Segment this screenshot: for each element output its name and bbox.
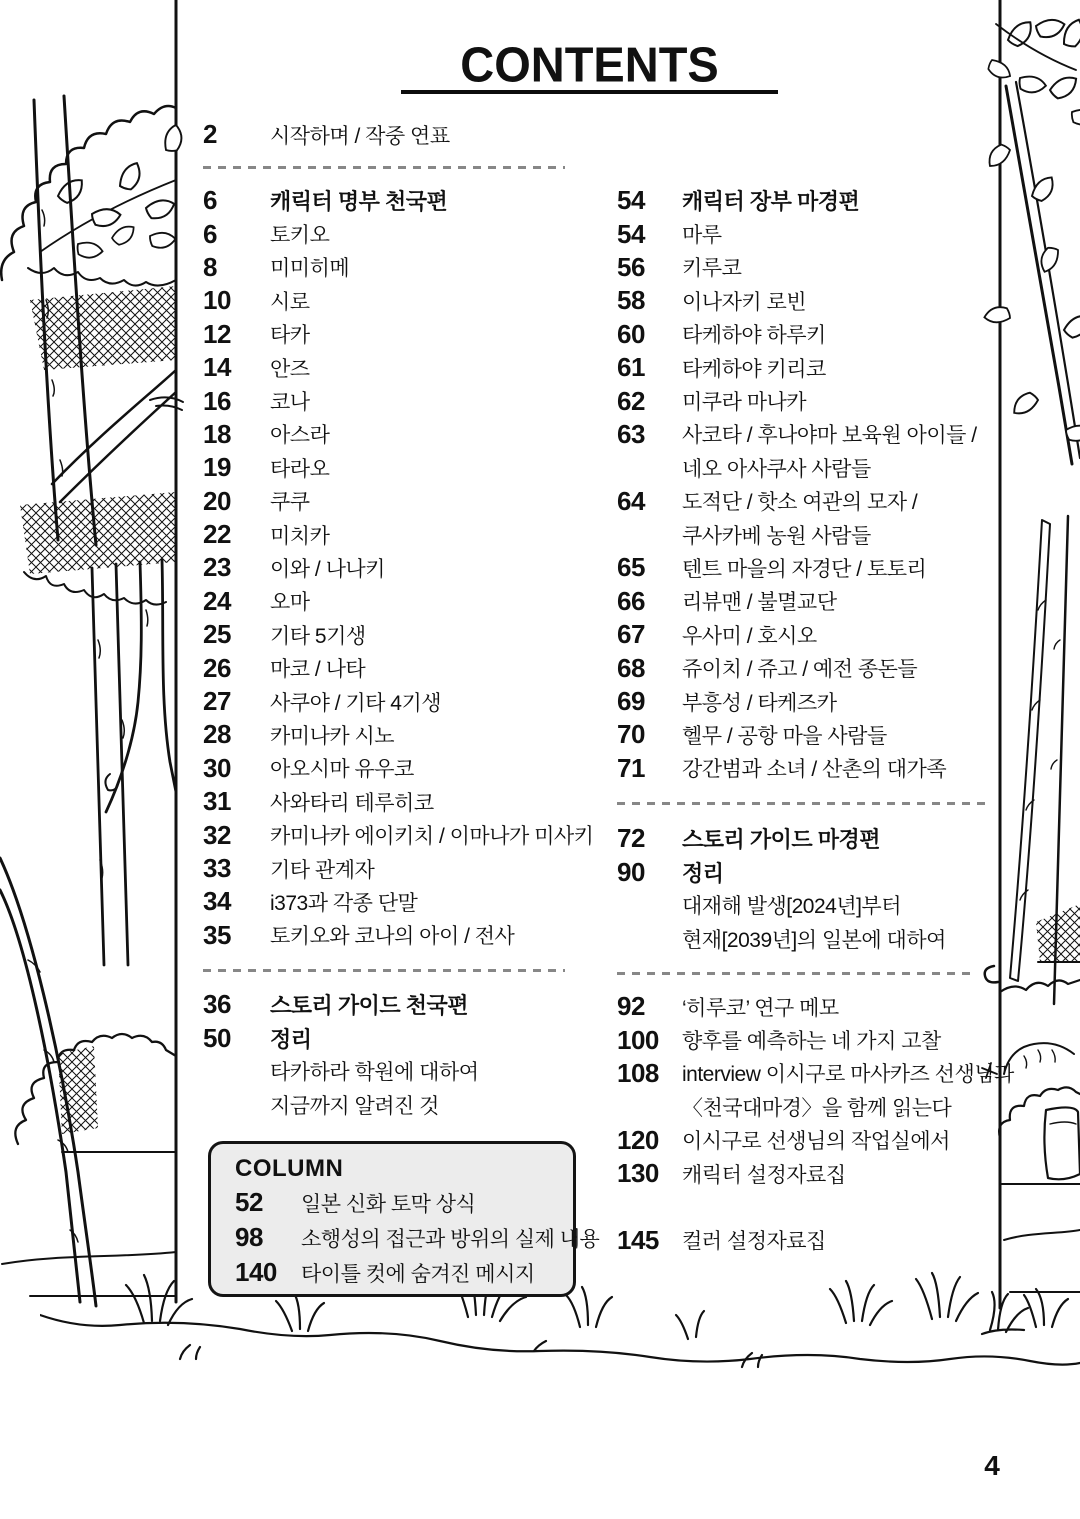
toc-page-number: 71 xyxy=(617,752,645,783)
toc-page-number: 92 xyxy=(617,991,645,1022)
toc-entry-subline: 쿠사카베 농원 사람들 xyxy=(682,524,871,548)
toc-page-number: 60 xyxy=(617,318,645,349)
toc-entry xyxy=(617,384,991,417)
toc-entry-continuation xyxy=(617,518,991,551)
toc-entry xyxy=(617,284,991,317)
toc-section-heading: 정리 xyxy=(682,860,724,886)
toc-entry xyxy=(617,718,991,751)
toc-entry xyxy=(203,418,595,451)
dashed-divider xyxy=(617,972,977,975)
toc-page-number: 72 xyxy=(617,823,645,854)
toc-entry-label: 타라오 xyxy=(270,457,330,481)
toc-entry xyxy=(203,718,595,751)
toc-left-column-characters-heaven xyxy=(203,184,595,952)
toc-page-number: 10 xyxy=(203,285,231,316)
toc-entry xyxy=(617,1124,991,1157)
toc-page-number: 19 xyxy=(203,452,231,483)
dashed-divider xyxy=(203,166,565,169)
toc-entry-continuation xyxy=(617,922,991,955)
toc-entry xyxy=(617,752,991,785)
toc-entry xyxy=(617,990,991,1023)
toc-left-column-story-guide-heaven xyxy=(203,988,595,1122)
toc-page-number: 145 xyxy=(617,1224,659,1255)
toc-entry-label: 토키오와 코나의 아이 / 전사 xyxy=(270,925,515,949)
toc-page-number: 32 xyxy=(203,819,231,850)
toc-entry xyxy=(617,184,991,217)
toc-entry-label: 안즈 xyxy=(270,357,310,381)
toc-page-number: 58 xyxy=(617,285,645,316)
toc-entry xyxy=(617,318,991,351)
toc-entry-label: 타케하야 키리코 xyxy=(682,357,826,381)
toc-section-heading: 스토리 가이드 마경편 xyxy=(682,827,880,853)
toc-page-number: 63 xyxy=(617,418,645,449)
toc-page-number: 8 xyxy=(203,251,217,282)
toc-entry xyxy=(203,752,595,785)
toc-entry xyxy=(617,251,991,284)
toc-entry xyxy=(203,885,595,918)
toc-page-number: 67 xyxy=(617,619,645,650)
toc-entry-continuation xyxy=(617,889,991,922)
toc-entry-label: 타카 xyxy=(270,324,310,348)
toc-intro xyxy=(203,118,593,151)
toc-page-number: 130 xyxy=(617,1158,659,1189)
toc-entry-label: 컬러 설정자료집 xyxy=(682,1230,826,1254)
toc-page-number: 56 xyxy=(617,251,645,282)
toc-entry-label: 아오시마 유우코 xyxy=(270,758,414,782)
toc-page-number: 22 xyxy=(203,519,231,550)
toc-entry-label: 부흥성 / 타케즈카 xyxy=(682,691,837,715)
toc-page-number: 18 xyxy=(203,418,231,449)
toc-entry-label: 사쿠야 / 기타 4기생 xyxy=(270,691,442,715)
toc-page-number: 30 xyxy=(203,752,231,783)
toc-page-number: 52 xyxy=(235,1187,263,1217)
toc-entry xyxy=(203,852,595,885)
toc-section-heading: 스토리 가이드 천국편 xyxy=(270,993,468,1019)
toc-page-number: 62 xyxy=(617,385,645,416)
dashed-divider xyxy=(617,802,985,805)
toc-entry xyxy=(203,988,595,1021)
toc-gap xyxy=(617,1190,991,1223)
column-box-title: COLUMN xyxy=(235,1155,344,1182)
toc-entry-label: 향후를 예측하는 네 가지 고찰 xyxy=(682,1030,941,1054)
toc-entry-subline: 타카하라 학원에 대하여 xyxy=(270,1061,479,1085)
toc-page-number: 108 xyxy=(617,1057,659,1088)
toc-page-number: 68 xyxy=(617,652,645,683)
toc-entry-label: 이시구로 선생님의 작업실에서 xyxy=(682,1130,950,1154)
toc-entry xyxy=(617,551,991,584)
toc-page-number: 54 xyxy=(617,185,645,216)
toc-entry-label: 타이틀 컷에 숨겨진 메시지 xyxy=(301,1262,535,1286)
toc-entry-label: 아스라 xyxy=(270,424,330,448)
toc-entry-label: i373과 각종 단말 xyxy=(270,891,418,915)
toc-page-number: 20 xyxy=(203,485,231,516)
toc-entry-label: 코나 xyxy=(270,391,310,415)
toc-page-number: 36 xyxy=(203,989,231,1020)
toc-entry-subline: 현재[2039년]의 일본에 대하여 xyxy=(682,928,946,952)
toc-page-number: 25 xyxy=(203,619,231,650)
toc-page-number: 61 xyxy=(617,352,645,383)
toc-page-number: 27 xyxy=(203,686,231,717)
toc-page-number: 34 xyxy=(203,886,231,917)
toc-entry xyxy=(617,217,991,250)
toc-entry xyxy=(617,618,991,651)
toc-entry xyxy=(203,251,595,284)
toc-entry xyxy=(203,351,595,384)
toc-entry-label: interview 이시구로 마사카즈 선생님과 xyxy=(682,1063,1014,1087)
toc-entry xyxy=(203,184,595,217)
toc-page-number: 35 xyxy=(203,919,231,950)
toc-page-number: 54 xyxy=(617,218,645,249)
column-box xyxy=(208,1141,600,1297)
toc-entry xyxy=(203,919,595,952)
toc-entry-label: 도적단 / 핫소 여관의 모자 / xyxy=(682,491,918,515)
toc-right-column-extras xyxy=(617,990,1014,1257)
toc-entry xyxy=(617,1157,991,1190)
toc-entry-subline: 지금까지 알려진 것 xyxy=(270,1094,439,1118)
toc-page-number: 90 xyxy=(617,856,645,887)
toc-entry-label: 이와 / 나나키 xyxy=(270,557,385,581)
toc-entry-label: 기타 관계자 xyxy=(270,858,375,882)
toc-entry-label: 미쿠라 마나카 xyxy=(682,391,807,415)
toc-entry xyxy=(203,384,595,417)
toc-entry-label: 미미히메 xyxy=(270,257,350,281)
toc-page-number: 66 xyxy=(617,585,645,616)
toc-entry-continuation xyxy=(203,1088,595,1121)
toc-page-number: 16 xyxy=(203,385,231,416)
contents-title-block xyxy=(401,36,778,94)
page-title: CONTENTS xyxy=(460,36,719,93)
toc-page-number: 64 xyxy=(617,485,645,516)
toc-entry-label: 키루코 xyxy=(682,257,742,281)
toc-page-number: 31 xyxy=(203,786,231,817)
toc-entry xyxy=(617,585,991,618)
toc-entry xyxy=(203,318,595,351)
toc-entry xyxy=(203,685,595,718)
toc-entry xyxy=(617,418,991,451)
toc-entry xyxy=(235,1185,573,1220)
toc-entry xyxy=(617,685,991,718)
toc-entry xyxy=(203,551,595,584)
toc-entry-label: 타케하야 하루키 xyxy=(682,324,826,348)
toc-entry-label: 토키오 xyxy=(270,224,330,248)
toc-entry xyxy=(203,785,595,818)
toc-entry-label: 마루 xyxy=(682,224,722,248)
toc-entry-label: 소행성의 접근과 방위의 실제 내용 xyxy=(301,1227,600,1251)
toc-entry xyxy=(617,1023,991,1056)
toc-page-number: 69 xyxy=(617,686,645,717)
toc-entry xyxy=(617,651,991,684)
toc-page-number: 23 xyxy=(203,552,231,583)
toc-entry-label: 우사미 / 호시오 xyxy=(682,624,817,648)
toc-entry xyxy=(235,1220,600,1255)
toc-entry-label: 캐릭터 설정자료집 xyxy=(682,1163,846,1187)
toc-entry xyxy=(203,818,595,851)
toc-entry-continuation xyxy=(203,1055,595,1088)
toc-right-column-characters-hell xyxy=(617,184,991,785)
toc-page-number: 140 xyxy=(235,1257,277,1287)
toc-entry xyxy=(203,1021,595,1054)
toc-page-number: 2 xyxy=(203,119,217,150)
toc-entry-label: 카미나카 에이키치 / 이마나가 미사키 xyxy=(270,825,594,849)
toc-entry-label: 카미나카 시노 xyxy=(270,724,395,748)
toc-entry xyxy=(203,485,595,518)
toc-entry-label: 시로 xyxy=(270,290,310,314)
toc-entry-subline: 네오 아사쿠사 사람들 xyxy=(682,457,871,481)
toc-entry-label: 사와타리 테루히코 xyxy=(270,791,434,815)
toc-entry xyxy=(203,651,595,684)
toc-page-number: 26 xyxy=(203,652,231,683)
toc-page-number: 24 xyxy=(203,585,231,616)
toc-entry-label: 쿠쿠 xyxy=(270,491,310,515)
toc-entry xyxy=(203,585,595,618)
toc-entry-continuation xyxy=(617,1090,991,1123)
toc-entry-continuation xyxy=(617,451,991,484)
toc-entry-label: 미치카 xyxy=(270,524,330,548)
toc-entry-label: 쥬이치 / 쥬고 / 예전 종돈들 xyxy=(682,658,918,682)
toc-entry-label: 이나자키 로빈 xyxy=(682,290,807,314)
toc-page-number: 6 xyxy=(203,185,217,216)
toc-entry-label: 텐트 마을의 자경단 / 토토리 xyxy=(682,557,927,581)
toc-entry-subline: 대재해 발생[2024년]부터 xyxy=(682,895,902,919)
toc-entry xyxy=(203,118,593,151)
toc-section-heading: 정리 xyxy=(270,1026,312,1052)
toc-right-column-story-guide-hell xyxy=(617,822,991,956)
toc-entry xyxy=(235,1255,573,1290)
toc-entry xyxy=(617,1223,991,1256)
toc-page-number: 28 xyxy=(203,719,231,750)
toc-page-number: 98 xyxy=(235,1222,263,1252)
toc-entry xyxy=(617,485,991,518)
toc-page-number: 65 xyxy=(617,552,645,583)
toc-entry xyxy=(617,1057,1014,1090)
toc-page-number: 14 xyxy=(203,352,231,383)
toc-entry-label: ‘히루코’ 연구 메모 xyxy=(682,996,839,1020)
toc-entry-label: 리뷰맨 / 불멸교단 xyxy=(682,591,837,615)
toc-entry xyxy=(617,822,991,855)
toc-entry xyxy=(203,518,595,551)
toc-entry xyxy=(617,351,991,384)
toc-section-heading: 캐릭터 명부 천국편 xyxy=(270,189,448,215)
toc-entry-label: 마코 / 나타 xyxy=(270,658,366,682)
toc-entry-label: 사코타 / 후나야마 보육원 아이들 / xyxy=(682,424,977,448)
toc-entry-label: 오마 xyxy=(270,591,310,615)
toc-page-number: 33 xyxy=(203,853,231,883)
toc-entry-label: 강간범과 소녀 / 산촌의 대가족 xyxy=(682,758,947,782)
toc-section-heading: 캐릭터 장부 마경편 xyxy=(682,189,860,215)
toc-entry xyxy=(617,855,991,888)
toc-entry-label: 일본 신화 토막 상식 xyxy=(301,1192,476,1216)
toc-entry-label: 헬무 / 공항 마을 사람들 xyxy=(682,724,887,748)
toc-entry xyxy=(203,451,595,484)
folio-page-number: 4 xyxy=(984,1450,1000,1481)
toc-page-number: 6 xyxy=(203,218,217,249)
dashed-divider xyxy=(203,969,565,972)
toc-entry-subline: 〈천국대마경〉을 함께 읽는다 xyxy=(682,1096,952,1120)
toc-entry xyxy=(203,284,595,317)
toc-page-number: 12 xyxy=(203,318,231,349)
toc-entry xyxy=(203,217,595,250)
toc-page-number: 100 xyxy=(617,1024,659,1055)
toc-entry xyxy=(203,618,595,651)
toc-page-number: 120 xyxy=(617,1124,659,1155)
toc-page-number: 70 xyxy=(617,719,645,750)
toc-page-number: 50 xyxy=(203,1022,231,1053)
toc-entry-label: 기타 5기생 xyxy=(270,624,366,648)
toc-entry-label: 시작하며 / 작중 연표 xyxy=(270,124,450,148)
